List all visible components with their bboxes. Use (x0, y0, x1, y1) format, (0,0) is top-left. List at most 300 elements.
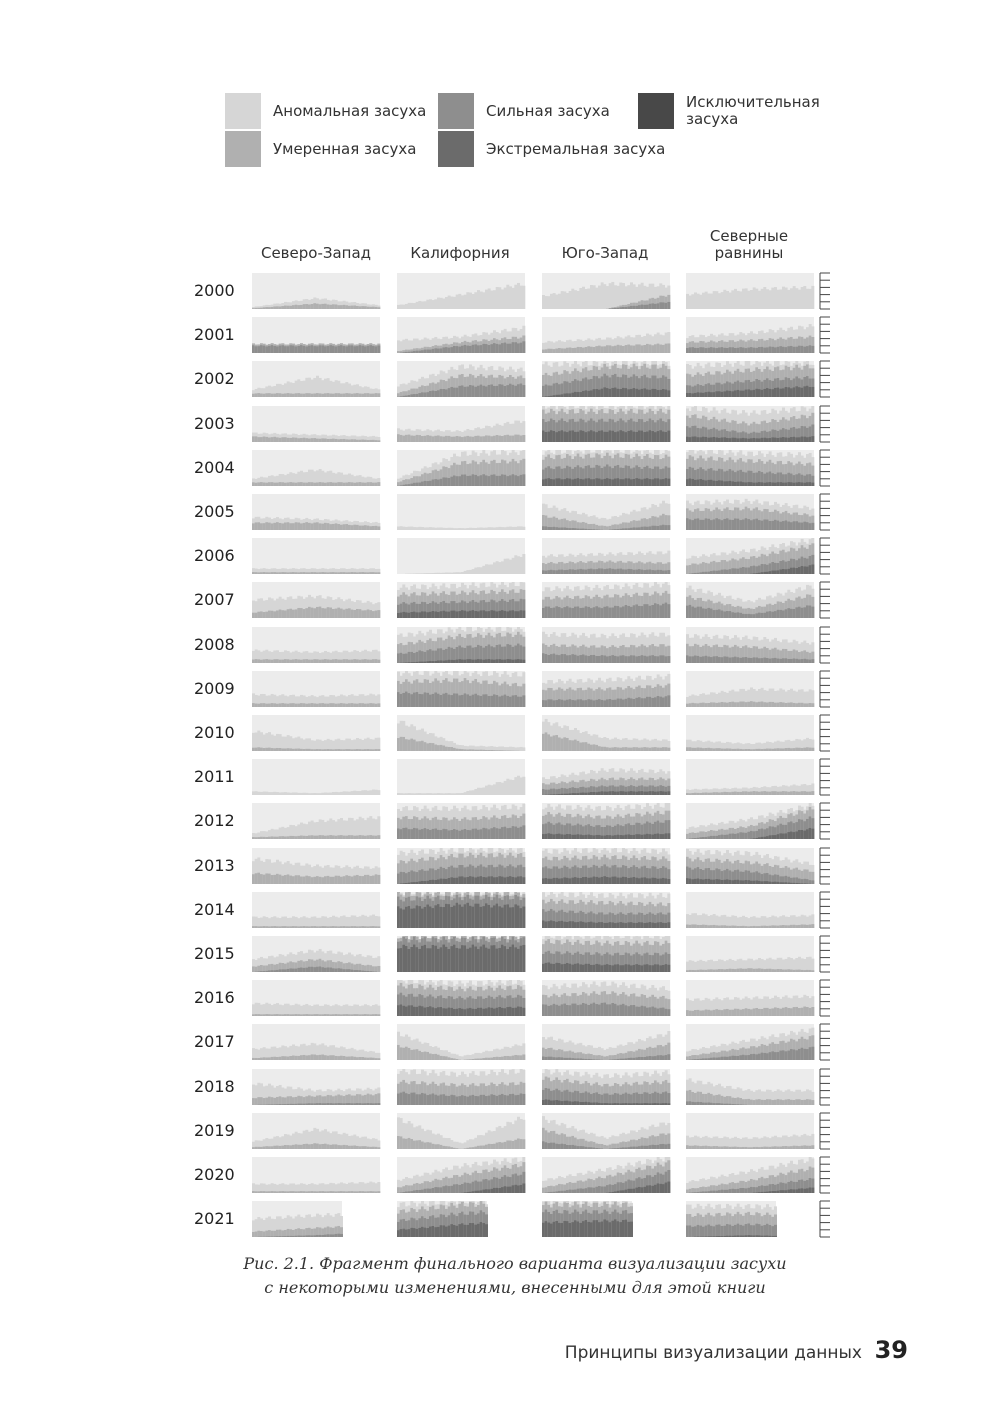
drought-bar (662, 571, 665, 575)
drought-bar (308, 523, 311, 530)
drought-bar (561, 608, 564, 618)
drought-bar (522, 527, 525, 530)
drought-bar (480, 610, 483, 618)
drought-bar (273, 483, 276, 486)
drought-bar (665, 344, 668, 353)
drought-bar (547, 385, 550, 397)
drought-bar (466, 436, 469, 442)
drought-bar (795, 607, 798, 618)
drought-bar (327, 346, 330, 353)
drought-bar (715, 348, 718, 353)
drought-bar (485, 290, 488, 309)
drought-bar (726, 570, 729, 574)
scale-ticks (820, 582, 830, 618)
drought-bar (520, 436, 523, 443)
drought-bar (635, 478, 638, 486)
drought-bar (295, 659, 298, 663)
drought-bar (726, 481, 729, 486)
drought-bar (595, 525, 598, 530)
drought-bar (633, 306, 636, 309)
drought-bar (522, 474, 525, 486)
drought-bar (327, 704, 330, 707)
drought-bar (710, 571, 713, 574)
drought-bar (504, 475, 507, 486)
drought-bar (747, 658, 750, 663)
drought-bar (416, 692, 419, 707)
drought-bar (555, 606, 558, 618)
drought-bar (295, 522, 298, 530)
drought-bar (287, 438, 290, 442)
drought-bar (490, 475, 493, 486)
drought-bar (769, 438, 772, 442)
drought-bar (598, 568, 601, 574)
drought-bar (279, 393, 282, 397)
drought-bar (654, 478, 657, 486)
drought-bar (421, 350, 424, 353)
drought-bar (421, 651, 424, 663)
drought-bar (774, 571, 777, 574)
drought-bar (276, 572, 279, 574)
drought-bar (595, 529, 598, 530)
drought-bar (617, 345, 620, 353)
drought-bar (517, 526, 520, 530)
drought-bar (689, 565, 692, 574)
drought-bar (424, 392, 427, 397)
drought-bar (611, 431, 614, 442)
drought-bar (587, 656, 590, 663)
drought-bar (574, 392, 577, 397)
drought-bar (550, 386, 553, 397)
drought-bar (641, 479, 644, 486)
drought-bar (619, 656, 622, 663)
drought-bar (257, 572, 260, 574)
drought-bar (361, 440, 364, 442)
panel-2008-3 (686, 627, 814, 663)
drought-bar (276, 483, 279, 486)
drought-bar (292, 305, 295, 309)
drought-bar (785, 658, 788, 663)
drought-bar (474, 694, 477, 707)
drought-bar (697, 607, 700, 618)
drought-bar (795, 659, 798, 663)
drought-bar (771, 347, 774, 353)
drought-bar (485, 528, 488, 530)
drought-bar (369, 703, 372, 707)
drought-bar (265, 704, 268, 707)
drought-bar (630, 306, 633, 309)
drought-bar (340, 609, 343, 618)
drought-bar (501, 610, 504, 618)
drought-bar (359, 609, 362, 618)
drought-bar (750, 347, 753, 353)
drought-bar (372, 394, 375, 397)
drought-bar (782, 483, 785, 486)
drought-bar (321, 304, 324, 309)
drought-bar (571, 479, 574, 486)
drought-bar (779, 482, 782, 486)
drought-bar (697, 518, 700, 530)
drought-bar (630, 479, 633, 486)
drought-bar (377, 440, 380, 442)
drought-bar (747, 519, 750, 530)
drought-bar (806, 567, 809, 574)
drought-bar (753, 573, 756, 574)
drought-bar (694, 519, 697, 530)
drought-bar (361, 346, 364, 353)
drought-bar (547, 570, 550, 574)
drought-bar (646, 570, 649, 574)
drought-bar (445, 528, 448, 530)
drought-bar (348, 525, 351, 530)
drought-bar (665, 525, 668, 530)
drought-bar (305, 522, 308, 530)
drought-bar (421, 694, 424, 707)
drought-bar (601, 430, 604, 442)
drought-bar (798, 567, 801, 574)
drought-bar (771, 389, 774, 397)
drought-bar (421, 301, 424, 309)
drought-bar (657, 303, 660, 309)
drought-bar (795, 347, 798, 353)
drought-bar (514, 435, 517, 442)
drought-bar (545, 349, 548, 353)
drought-bar (313, 346, 316, 353)
drought-bar (625, 307, 628, 309)
drought-bar (493, 694, 496, 707)
drought-bar (466, 570, 469, 574)
drought-bar (289, 572, 292, 574)
drought-bar (630, 345, 633, 353)
drought-bar (774, 388, 777, 397)
drought-bar (726, 438, 729, 442)
drought-bar (287, 482, 290, 486)
drought-bar (721, 438, 724, 443)
drought-bar (601, 389, 604, 397)
drought-bar (440, 611, 443, 618)
drought-bar (329, 345, 332, 353)
drought-bar (464, 528, 467, 530)
drought-bar (456, 436, 459, 442)
drought-bar (426, 350, 429, 353)
drought-bar (614, 285, 617, 309)
drought-bar (793, 521, 796, 530)
drought-bar (480, 292, 483, 309)
drought-bar (731, 391, 734, 397)
drought-bar (691, 294, 694, 309)
drought-bar (699, 572, 702, 574)
drought-bar (458, 572, 461, 574)
drought-bar (340, 305, 343, 309)
drought-bar (469, 696, 472, 707)
drought-bar (351, 345, 354, 353)
drought-bar (763, 519, 766, 530)
drought-bar (638, 606, 641, 618)
drought-bar (593, 285, 596, 309)
drought-bar (316, 482, 319, 486)
drought-bar (351, 703, 354, 707)
drought-bar (397, 393, 400, 397)
drought-bar (271, 572, 274, 574)
panel-2006-3 (686, 538, 814, 574)
drought-bar (558, 570, 561, 574)
drought-bar (598, 390, 601, 397)
drought-bar (311, 703, 314, 707)
drought-bar (367, 440, 370, 442)
drought-bar (410, 436, 413, 442)
drought-bar (506, 476, 509, 486)
drought-bar (343, 572, 346, 574)
drought-bar (809, 660, 812, 663)
drought-bar (268, 523, 271, 530)
drought-bar (723, 519, 726, 530)
drought-bar (782, 569, 785, 574)
drought-bar (464, 475, 467, 487)
drought-bar (758, 438, 761, 442)
drought-bar (498, 476, 501, 486)
drought-bar (345, 609, 348, 618)
drought-bar (699, 607, 702, 618)
drought-bar (329, 608, 332, 618)
drought-bar (472, 294, 475, 309)
drought-bar (718, 609, 721, 618)
drought-bar (777, 388, 780, 397)
drought-bar (440, 573, 443, 574)
drought-bar (705, 348, 708, 353)
drought-bar (456, 611, 459, 618)
drought-bar (771, 521, 774, 530)
drought-bar (659, 655, 662, 663)
drought-bar (316, 439, 319, 442)
drought-bar (569, 479, 572, 486)
drought-bar (665, 303, 668, 309)
drought-bar (461, 528, 464, 530)
drought-bar (255, 522, 258, 530)
drought-bar (622, 346, 625, 353)
drought-bar (737, 482, 740, 486)
drought-bar (332, 346, 335, 353)
legend-label-moderate: Умеренная засуха (273, 139, 417, 158)
drought-bar (375, 572, 378, 574)
drought-bar (297, 608, 300, 618)
drought-bar (809, 289, 812, 309)
drought-bar (375, 307, 378, 309)
drought-bar (377, 610, 380, 618)
drought-bar (512, 436, 515, 442)
drought-bar (782, 521, 785, 530)
drought-bar (809, 437, 812, 442)
drought-bar (397, 434, 400, 442)
drought-bar (790, 609, 793, 618)
drought-bar (718, 438, 721, 442)
panel-2008-2 (542, 627, 670, 663)
drought-bar (424, 481, 427, 486)
drought-bar (739, 568, 742, 574)
drought-bar (442, 477, 445, 486)
drought-bar (474, 344, 477, 353)
drought-bar (622, 307, 625, 309)
drought-bar (694, 656, 697, 663)
drought-bar (437, 612, 440, 618)
drought-bar (319, 572, 322, 574)
drought-bar (340, 703, 343, 707)
drought-bar (590, 390, 593, 397)
drought-bar (279, 482, 282, 486)
drought-bar (689, 519, 692, 530)
drought-bar (662, 604, 665, 618)
drought-bar (627, 656, 630, 663)
drought-bar (601, 569, 604, 574)
drought-bar (641, 606, 644, 618)
drought-bar (440, 298, 443, 309)
drought-bar (469, 528, 472, 530)
drought-bar (442, 694, 445, 707)
drought-bar (493, 474, 496, 486)
drought-bar (718, 570, 721, 574)
drought-bar (426, 300, 429, 309)
drought-bar (737, 390, 740, 397)
drought-bar (263, 437, 266, 442)
drought-bar (506, 285, 509, 309)
drought-bar (496, 344, 499, 353)
drought-bar (718, 391, 721, 397)
scale-ticks (820, 361, 830, 397)
drought-bar (437, 435, 440, 442)
drought-bar (662, 389, 665, 397)
drought-bar (649, 656, 652, 663)
drought-bar (408, 435, 411, 442)
drought-bar (774, 658, 777, 663)
drought-bar (300, 703, 303, 707)
drought-bar (432, 611, 435, 618)
drought-bar (582, 391, 585, 397)
drought-bar (456, 660, 459, 663)
drought-bar (316, 704, 319, 707)
drought-bar (617, 389, 620, 397)
drought-bar (625, 345, 628, 353)
drought-bar (276, 306, 279, 309)
drought-bar (769, 659, 772, 663)
drought-bar (569, 431, 572, 442)
drought-bar (769, 482, 772, 486)
drought-bar (498, 384, 501, 397)
drought-bar (410, 612, 413, 618)
scale-ticks (820, 406, 830, 442)
drought-bar (408, 395, 411, 397)
drought-bar (803, 607, 806, 618)
drought-bar (603, 284, 606, 309)
drought-bar (686, 393, 689, 397)
drought-bar (461, 610, 464, 618)
drought-bar (593, 524, 596, 530)
drought-bar (550, 570, 553, 574)
drought-bar (273, 394, 276, 397)
drought-bar (734, 657, 737, 663)
drought-bar (472, 345, 475, 353)
drought-bar (477, 528, 480, 530)
drought-bar (432, 300, 435, 309)
drought-bar (375, 393, 378, 397)
drought-bar (755, 483, 758, 486)
drought-bar (504, 559, 507, 574)
drought-bar (793, 659, 796, 664)
drought-bar (726, 348, 729, 353)
drought-bar (694, 292, 697, 309)
drought-bar (289, 482, 292, 486)
drought-bar (361, 483, 364, 486)
drought-bar (488, 659, 491, 663)
drought-bar (506, 385, 509, 397)
drought-bar (633, 570, 636, 574)
drought-bar (429, 527, 432, 530)
drought-bar (747, 482, 750, 486)
drought-bar (375, 483, 378, 486)
drought-bar (464, 436, 467, 442)
drought-bar (377, 393, 380, 397)
drought-bar (667, 570, 670, 574)
drought-bar (793, 609, 796, 618)
drought-bar (472, 474, 475, 486)
drought-bar (520, 286, 523, 309)
drought-bar (734, 391, 737, 397)
panel-2002-2 (542, 361, 670, 397)
drought-bar (793, 387, 796, 397)
drought-bar (782, 658, 785, 663)
drought-bar (351, 394, 354, 397)
drought-bar (606, 388, 609, 397)
drought-bar (803, 659, 806, 663)
drought-bar (657, 478, 660, 486)
drought-bar (263, 394, 266, 397)
drought-bar (745, 657, 748, 663)
drought-bar (566, 478, 569, 486)
drought-bar (694, 608, 697, 618)
drought-bar (657, 344, 660, 353)
drought-bar (702, 572, 705, 574)
drought-bar (582, 431, 585, 442)
drought-bar (601, 346, 604, 353)
drought-bar (721, 292, 724, 309)
drought-bar (689, 656, 692, 663)
drought-bar (619, 430, 622, 442)
drought-bar (461, 385, 464, 397)
panel-2007-1 (397, 582, 525, 618)
drought-bar (566, 606, 569, 618)
drought-bar (766, 572, 769, 574)
drought-bar (609, 608, 612, 618)
drought-bar (766, 520, 769, 530)
drought-bar (774, 520, 777, 530)
drought-bar (643, 527, 646, 530)
drought-bar (598, 607, 601, 618)
drought-bar (649, 479, 652, 486)
drought-bar (705, 480, 708, 486)
drought-bar (410, 694, 413, 707)
drought-bar (426, 661, 429, 663)
drought-bar (517, 384, 520, 397)
drought-bar (276, 610, 279, 618)
drought-bar (300, 345, 303, 353)
drought-bar (327, 523, 330, 530)
drought-bar (715, 481, 718, 486)
drought-bar (585, 289, 588, 309)
drought-bar (308, 572, 311, 574)
drought-bar (424, 350, 427, 353)
drought-bar (734, 289, 737, 309)
drought-bar (625, 528, 628, 530)
drought-bar (795, 437, 798, 442)
drought-bar (434, 436, 437, 442)
drought-bar (490, 564, 493, 574)
